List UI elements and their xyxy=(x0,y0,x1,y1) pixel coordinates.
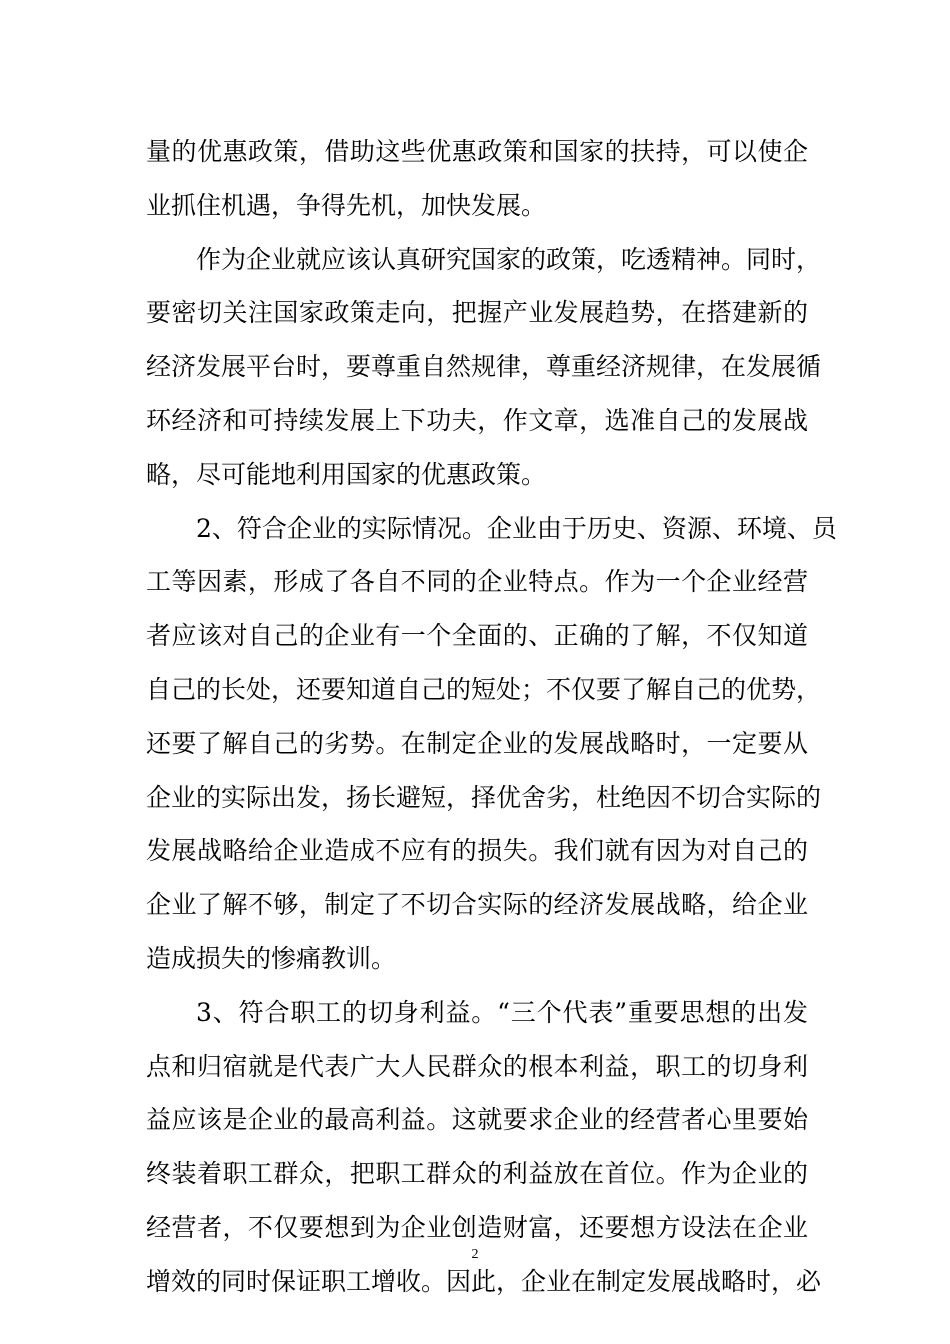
text-line: 量的优惠政策，借助这些优惠政策和国家的扶持，可以使企 xyxy=(146,137,808,166)
text-line: 业抓住机遇，争得先机，加快发展。 xyxy=(146,190,547,220)
page-number: 2 xyxy=(471,1247,479,1262)
text-line: 增效的同时保证职工增收。因此，企业在制定发展战略时，必 xyxy=(146,1266,822,1296)
paragraph xyxy=(146,233,822,502)
text-line: 终装着职工群众，把职工群众的利益放在首位。作为企业的 xyxy=(146,1159,808,1189)
text-line: 工等因素，形成了各自不同的企业特点。作为一个企业经营 xyxy=(146,567,808,597)
text-line: 还要了解自己的劣势。在制定企业的发展战略时，一定要从 xyxy=(146,728,808,758)
paragraph xyxy=(146,125,808,233)
document-body xyxy=(146,125,837,1309)
text-line: 者应该对自己的企业有一个全面的、正确的了解，不仅知道 xyxy=(146,621,808,651)
text-line: 益应该是企业的最高利益。这就要求企业的经营者心里要始 xyxy=(146,1105,808,1135)
text-line: 经营者，不仅要想到为企业创造财富，还要想方设法在企业 xyxy=(146,1212,808,1242)
text-line: 经济发展平台时，要尊重自然规律，尊重经济规律，在发展循 xyxy=(146,352,822,382)
text-line: 环经济和可持续发展上下功夫，作文章，选准自己的发展战 xyxy=(146,405,808,435)
text-line: 略，尽可能地利用国家的优惠政策。 xyxy=(146,459,547,489)
text-line: 自己的长处，还要知道自己的短处；不仅要了解自己的优势， xyxy=(146,674,822,704)
text-line: 3、符合职工的切身利益。“三个代表”重要思想的出发 xyxy=(196,997,808,1027)
text-line: 作为企业就应该认真研究国家的政策，吃透精神。同时， xyxy=(196,244,822,274)
text-line: 造成损失的惨痛教训。 xyxy=(146,943,397,973)
text-line: 发展战略给企业造成不应有的损失。我们就有因为对自己的 xyxy=(146,836,808,866)
text-line: 企业了解不够，制定了不切合实际的经济发展战略，给企业 xyxy=(146,890,808,920)
text-line: 要密切关注国家政策走向，把握产业发展趋势，在搭建新的 xyxy=(146,298,808,328)
paragraph xyxy=(146,502,837,986)
text-line: 企业的实际出发，扬长避短，择优舍劣，杜绝因不切合实际的 xyxy=(146,782,822,812)
text-line: 点和归宿就是代表广大人民群众的根本利益，职工的切身利 xyxy=(146,1051,808,1081)
text-line: 2、符合企业的实际情况。企业由于历史、资源、环境、员 xyxy=(196,513,837,543)
